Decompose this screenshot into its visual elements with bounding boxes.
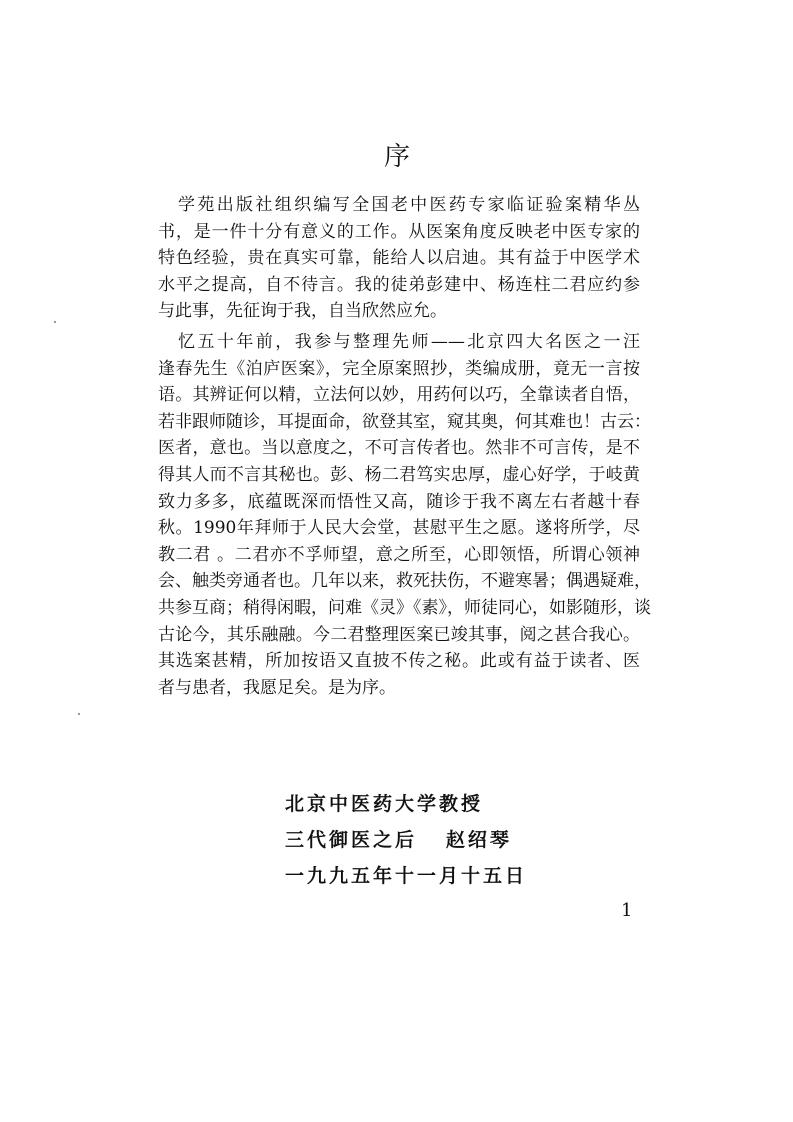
- signature-author: 三代御医之后 赵绍琴: [285, 829, 512, 851]
- text-line: 共参互商；稍得闲暇，问难《灵》《素》，师徒同心，如影随形，谈: [158, 597, 651, 618]
- text-line: 古论今，其乐融融。今二君整理医案已竣其事，阅之甚合我心。: [158, 624, 640, 645]
- text-line: 得其人而不言其秘也。彭、杨二君笃实忠厚，虚心好学，于岐黄: [158, 464, 640, 485]
- signature-affiliation: 北京中医药大学教授: [285, 793, 484, 815]
- signature-date: 一九九五年十一月十五日: [285, 865, 528, 887]
- text-line: 与此事，先征询于我，自当欣然应允。: [158, 301, 447, 322]
- text-line: 者与患者，我愿足矣。是为序。: [158, 677, 396, 698]
- preface-body: [158, 192, 651, 701]
- signature-block: [285, 786, 527, 894]
- paragraph: [158, 192, 640, 325]
- text-line: 书，是一件十分有意义的工作。从医案角度反映老中医专家的: [158, 221, 640, 242]
- text-line: 水平之提高，自不待言。我的徒弟彭建中、杨连柱二君应约参: [158, 274, 640, 295]
- scan-speck: [78, 713, 80, 715]
- text-line: 教二君 。二君亦不孚师望，意之所至，心即领悟，所谓心领神: [158, 544, 640, 565]
- text-line: 忆五十年前，我参与整理先师——北京四大名医之一汪: [178, 331, 640, 352]
- text-line: 语。其辨证何以精，立法何以妙，用药何以巧，全靠读者自悟，: [158, 385, 640, 406]
- paragraph: [158, 329, 651, 701]
- text-line: 逢春先生《泊庐医案》，完全原案照抄，类编成册，竟无一言按: [158, 358, 640, 379]
- text-line: 医者，意也。当以意度之，不可言传者也。然非不可言传，是不: [158, 438, 640, 459]
- text-line: 学苑出版社组织编写全国老中医药专家临证验案精华丛: [178, 195, 640, 215]
- text-line: 特色经验，贵在真实可靠，能给人以启迪。其有益于中医学术: [158, 248, 640, 269]
- text-line: 其选案甚精，所加按语又直披不传之秘。此或有益于读者、医: [158, 651, 640, 672]
- text-line: 会、触类旁通者也。几年以来，救死扶伤，不避寒暑；偶遇疑难，: [158, 571, 651, 592]
- page-number: 1: [621, 900, 633, 921]
- page-title: 序: [384, 142, 411, 172]
- text-line: 秋。1990年拜师于人民大会堂，甚慰平生之愿。遂将所学，尽: [158, 518, 640, 539]
- text-line: 致力多多，底蕴既深而悟性又高，随诊于我不离左右者越十春: [158, 491, 640, 512]
- scan-speck: [54, 321, 56, 323]
- text-line: 若非跟师随诊，耳提面命，欲登其室，窥其奥，何其难也！古云：: [158, 411, 651, 432]
